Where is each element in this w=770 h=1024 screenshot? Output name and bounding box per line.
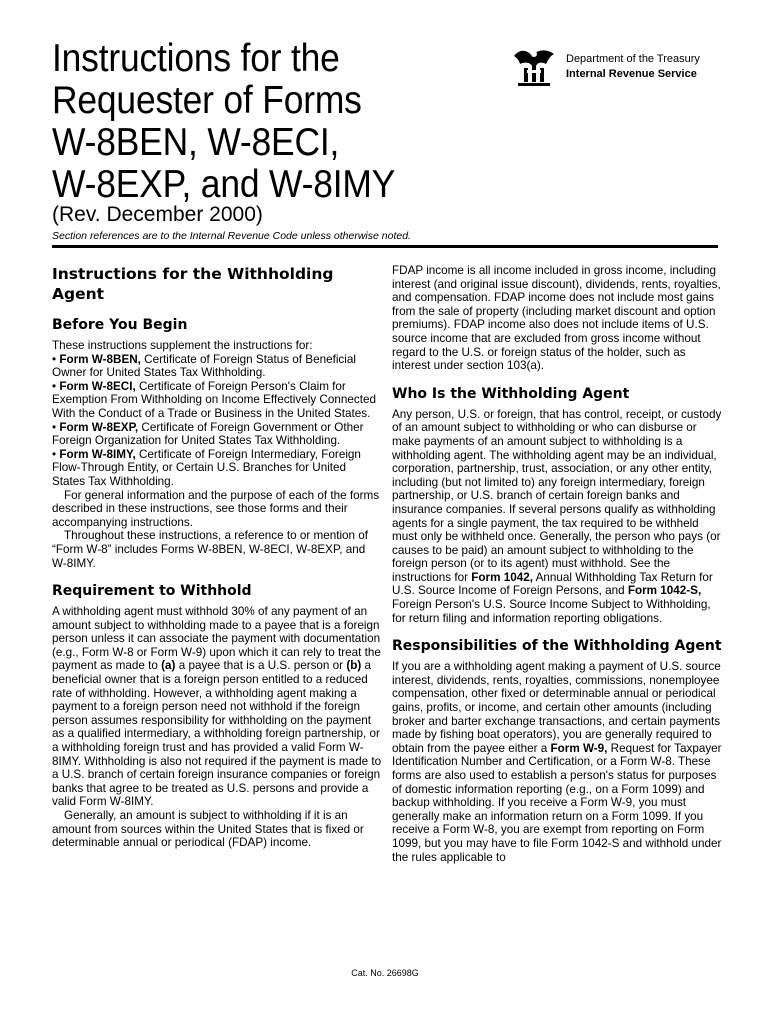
text-run: If you are a withholding agent making a payment of U.S. source interest, dividends, rents, royalties, commissions, nonemployee compensation, other fixed or determinable annual or periodical gains, profits, or income, and certain other amounts (including broker and barter exchange transactions, and certain payments made by fishing boat operators), you are generally required to obtain from the payee either a [392, 660, 721, 755]
header-rule [52, 245, 718, 248]
text-run: a payee that is a U.S. person or [175, 659, 347, 673]
title-line-4: W-8EXP, and W-8IMY [52, 163, 396, 206]
irs-eagle-icon [510, 46, 558, 88]
form-bullet-w8exp [52, 421, 382, 448]
form-description: Certificate of Foreign Government or Other Foreign Organization for United States Tax Withholding. [52, 420, 364, 448]
text-run-bold: (a) [161, 659, 176, 673]
requirement-paragraph [52, 605, 382, 809]
who-paragraph [392, 408, 722, 626]
form-bullet-w8eci [52, 380, 382, 421]
heading-withholding-agent-instructions: Instructions for the Withholding Agent [52, 265, 334, 303]
revision-date: (Rev. December 2000) [52, 203, 263, 226]
heading-who-is-withholding-agent: Who Is the Withholding Agent [392, 385, 630, 402]
text-run-bold: Form 1042-S, [627, 584, 702, 598]
responsibilities-paragraph [392, 660, 722, 864]
text-run: a beneficial owner that is a foreign person entitled to a reduced rate of withholding. However, a withholding agent making a payment to a foreign person need not withhold if the foreign person assumes responsibility for withholding on the payment as a qualified intermediary, a withholding foreign partnership, or a withholding foreign trust and has provided a valid Form W-8IMY. Withholding is also not required if the payment is made to a U.S. branch of certain foreign insurance companies or foreign banks that agree to be treated as U.S. persons and provide a valid Form W-8IMY. [52, 659, 382, 809]
text-run: A withholding agent must withhold 30% of any payment of an amount subject to withholding made to a payee that is a foreign person unless it can associate the payment with documentation (e.g., Form W-8 or Form W-9) upon which it can rely to treat the payment as made to [52, 605, 381, 673]
form-name: Form W-8EXP, [59, 420, 139, 434]
fdap-paragraph: FDAP income is all income included in gross income, including interest (and original issue discount), dividends, rents, royalties, and compensation. FDAP income does not include most gains from the sale of property (including market discount and option premiums). FDAP income also does not include items of U.S. source income that are excluded from gross income without regard to the U.S. or foreign status of the holder, such as interest under section 103(a). [392, 264, 721, 373]
form-description: Certificate of Foreign Person's Claim for Exemption From Withholding on Income Effectively Connected With the Conduct of a Trade or Business in the United States. [52, 379, 376, 420]
subject-to-withholding-paragraph: Generally, an amount is subject to withholding if it is an amount from sources within the United States that is fixed or determinable annual or periodical (FDAP) income. [52, 809, 364, 850]
department-label: Department of the Treasury [566, 53, 700, 65]
right-column [392, 264, 722, 864]
text-run: Foreign Person's U.S. Source Income Subject to Withholding, for return filing and information reporting obligations. [392, 598, 711, 625]
irs-label: Internal Revenue Service [566, 68, 697, 80]
left-column [52, 264, 382, 850]
text-run: Request for Taxpayer Identification Number and Certification, or a Form W-8. These forms are also used to establish a person's status for purposes of domestic information reporting (e.g., on a Form 1099) and backup withholding. If you receive a Form W-9, you must generally make an information return on a Form 1099. If you receive a Form W-8, you are exempt from reporting on Form 1099, but you may have to file Form 1042-S and withhold under the rules applicable to [392, 741, 722, 864]
title-line-3: W-8BEN, W-8ECI, [52, 121, 340, 164]
heading-responsibilities: Responsibilities of the Withholding Agent [392, 638, 722, 655]
form-name: Form W-8IMY, [59, 447, 136, 461]
catalog-number: Cat. No. 26698G [351, 968, 419, 978]
text-run: Any person, U.S. or foreign, that has control, receipt, or custody of an amount subject to withholding or who can disburse or make payments of an amount subject to withholding is a withholding agent. The withholding agent may be an individual, corporation, partnership, trust, association, or any other entity, including (but not limited to) any foreign intermediary, foreign partnership, or U.S. branch of certain foreign banks and insurance companies. If several persons qualify as withholding agents for a single payment, the tax required to be withheld must only be withheld once. Generally, the person who pays (or causes to be paid) an amount subject to withholding to the foreign person (or to its agent) must withhold. See the instructions for [392, 407, 722, 584]
heading-before-you-begin: Before You Begin [52, 317, 188, 333]
title-line-2: Requester of Forms [52, 79, 362, 122]
agency-block [510, 46, 700, 88]
form-bullet-w8ben [52, 353, 382, 380]
form-name: Form W-8ECI, [59, 379, 136, 393]
form-bullet-w8imy [52, 448, 382, 489]
text-run-bold: (b) [346, 659, 362, 673]
text-run-bold: Form 1042, [471, 570, 533, 584]
intro-text: These instructions supplement the instructions for: [52, 339, 313, 352]
text-run-bold: Form W-9, [550, 741, 608, 755]
form-description: Certificate of Foreign Status of Beneficial Owner for United States Tax Withholding. [52, 352, 356, 380]
text-run: Annual Withholding Tax Return for U.S. Source Income of Foreign Persons, and [392, 570, 713, 598]
form-w8-reference-paragraph: Throughout these instructions, a reference to or mention of “Form W-8” includes Forms W-8BEN, W-8ECI, W-8EXP, and W-8IMY. [52, 529, 369, 570]
form-name: Form W-8BEN, [59, 352, 141, 366]
title-line-1: Instructions for the [52, 37, 340, 80]
document-title [52, 38, 448, 206]
general-info-paragraph: For general information and the purpose of each of the forms described in these instructions, see those forms and their accompanying instructions. [52, 488, 380, 529]
agency-name [566, 46, 700, 82]
section-reference-note: Section references are to the Internal Revenue Code unless otherwise noted. [52, 230, 411, 242]
heading-requirement-to-withhold: Requirement to Withhold [52, 583, 252, 600]
form-description: Certificate of Foreign Intermediary, Foreign Flow-Through Entity, or Certain U.S. Branches for United States Tax Withholding. [52, 447, 361, 488]
